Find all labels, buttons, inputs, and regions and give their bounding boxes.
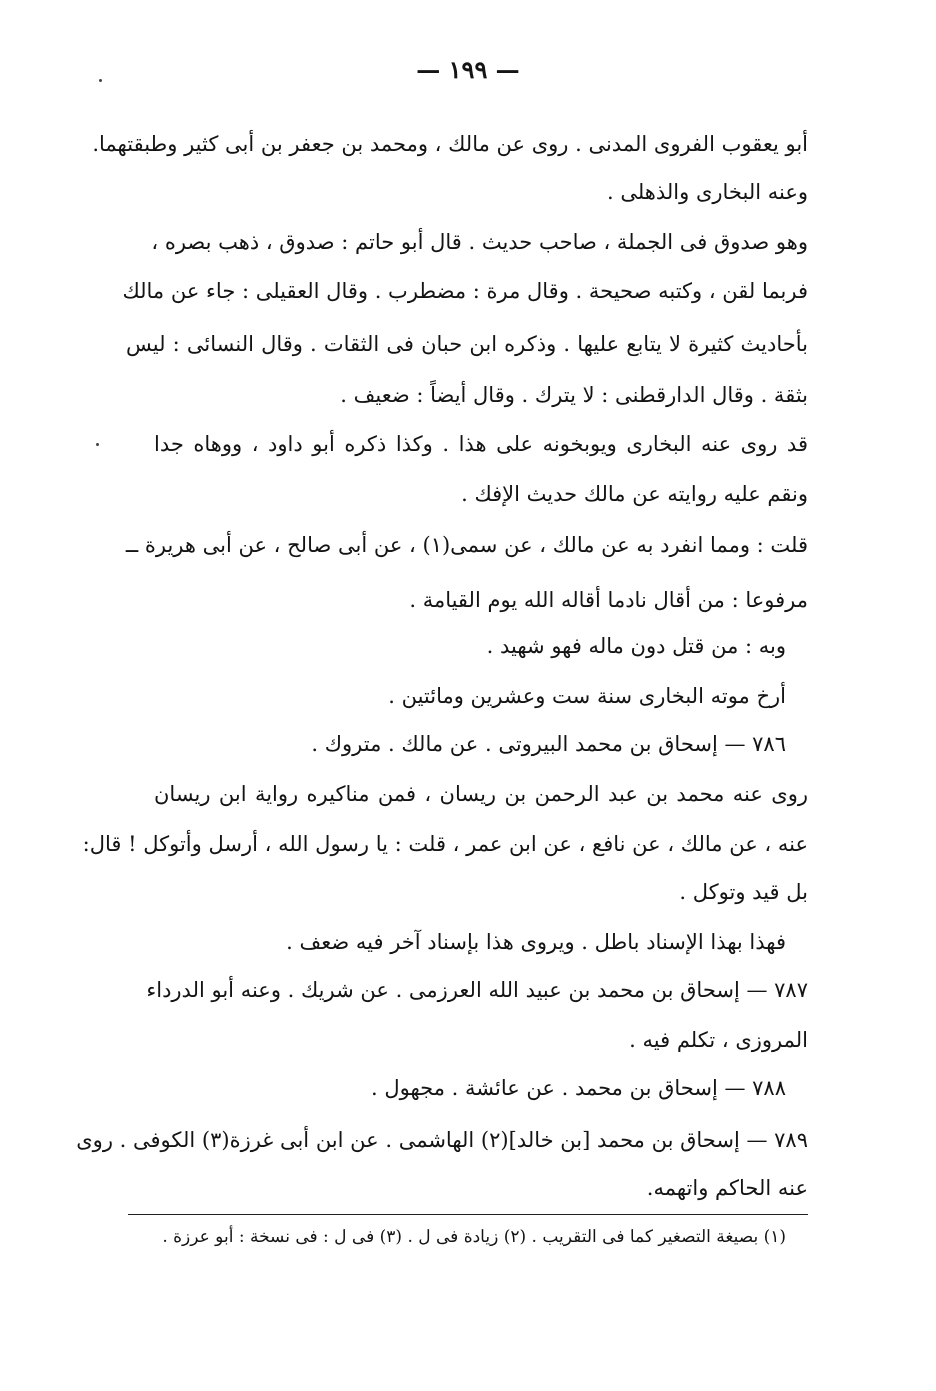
footnotes: (١) بصيغة التصغير كما فى التقريب . (٢) زيادة فى ل . (٣) فى ل : فى نسخة : أبو عرزة . [162,1227,786,1247]
text-line-12: أرخ موته البخارى سنة ست وعشرين ومائتين . [388,684,786,708]
text-line-15: عنه ، عن مالك ، عن نافع ، عن ابن عمر ، قلت : يا رسول الله ، أرسل وأتوكل ! قال: [82,832,808,856]
text-line-22: عنه الحاكم واتهمه. [646,1176,808,1200]
footnote-separator [128,1214,808,1215]
text-line-8: ونقم عليه روايته عن مالك حديث الإفك . [461,482,808,506]
text-line-3: وهو صدوق فى الجملة ، صاحب حديث . قال أبو حاتم : صدوق ، ذهب بصره ، [151,230,808,254]
text-line-7: قد روى عنه البخارى ويوبخونه على هذا . وكذا ذكره أبو داود ، ووهاه جدا [154,432,808,456]
text-line-19: المروزى ، تكلم فيه . [629,1028,808,1052]
text-line-10: مرفوعا : من أقال نادما أقاله الله يوم القيامة . [409,588,808,612]
entry-786-heading: ٧٨٦ — إسحاق بن محمد البيروتى . عن مالك . متروك . [311,732,786,756]
text-line-16: بل قيد وتوكل . [679,880,808,904]
text-line-14: روى عنه محمد بن عبد الرحمن بن ريسان ، فمن مناكيره رواية ابن ريسان [154,782,808,806]
page-number: — ١٩٩ — [416,55,520,84]
text-line-5: بأحاديث كثيرة لا يتابع عليها . وذكره ابن حبان فى الثقات . وقال النسائى : ليس [126,332,808,356]
text-line-17: فهذا بهذا الإسناد باطل . ويروى هذا بإسناد آخر فيه ضعف . [286,930,786,954]
text-line-9: قلت : ومما انفرد به عن مالك ، عن سمى(١) ، عن أبى صالح ، عن أبى هريرة ــ [125,533,808,557]
entry-788-heading: ٧٨٨ — إسحاق بن محمد . عن عائشة . مجهول . [371,1076,786,1100]
text-line-2: وعنه البخارى والذهلى . [607,180,808,204]
print-speck [99,79,102,82]
print-speck [96,443,99,446]
text-line-6: بثقة . وقال الدارقطنى : لا يترك . وقال أيضاً : ضعيف . [340,383,808,407]
entry-789-heading: ٧٨٩ — إسحاق بن محمد [بن خالد](٢) الهاشمى . عن ابن أبى غرزة(٣) الكوفى . روى [76,1128,808,1152]
text-line-1: أبو يعقوب الفروى المدنى . روى عن مالك ، ومحمد بن جعفر بن أبى كثير وطبقتهما. [92,132,808,156]
text-line-4: فربما لقن ، وكتبه صحيحة . وقال مرة : مضطرب . وقال العقيلى : جاء عن مالك [122,279,808,303]
text-line-11: وبه : من قتل دون ماله فهو شهيد . [486,634,786,658]
entry-787-heading: ٧٨٧ — إسحاق بن محمد بن عبيد الله العرزمى . عن شريك . وعنه أبو الدرداء [146,978,808,1002]
